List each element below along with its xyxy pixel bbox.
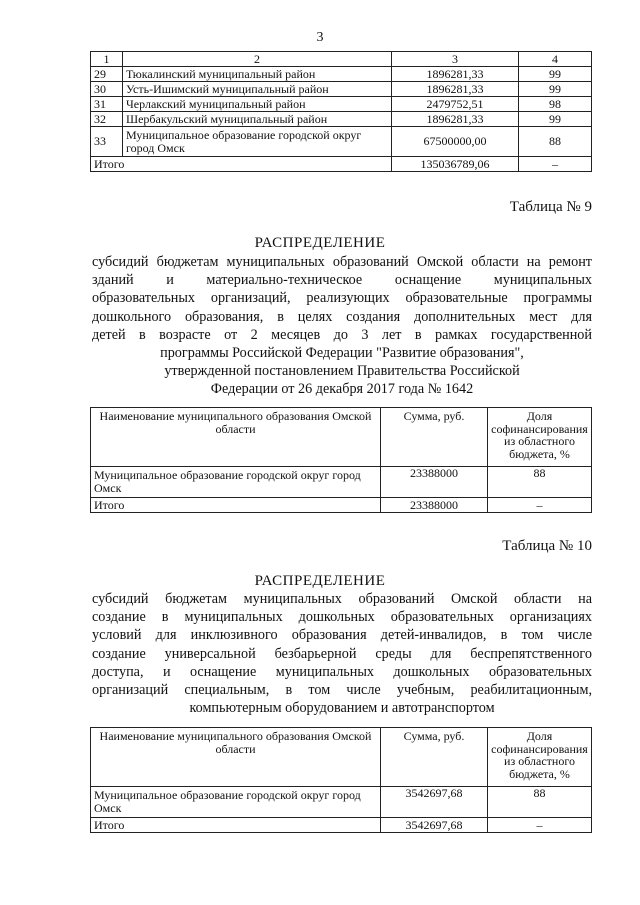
total-share: – bbox=[488, 498, 592, 513]
description-line: программы Российской Федерации "Развитие образования", bbox=[160, 345, 524, 362]
total-share: – bbox=[519, 157, 592, 172]
total-row bbox=[91, 157, 592, 172]
column-header-sum: Сумма, руб. bbox=[381, 728, 488, 787]
row-name: Усть-Ишимский муниципальный район bbox=[123, 82, 392, 97]
total-row bbox=[91, 818, 592, 833]
table-header-row bbox=[91, 52, 592, 67]
row-number: 31 bbox=[91, 97, 123, 112]
column-header-share: Доля софинансирования из областного бюджета, % bbox=[488, 728, 592, 787]
table-row bbox=[91, 112, 592, 127]
row-sum: 3542697,68 bbox=[381, 787, 488, 818]
description-line: компьютерным оборудованием и автотранспортом bbox=[189, 700, 495, 717]
total-label: Итого bbox=[91, 498, 381, 513]
table-10-heading: РАСПРЕДЕЛЕНИЕ bbox=[254, 573, 386, 589]
description-line: Федерации от 26 декабря 2017 года № 1642 bbox=[210, 381, 474, 398]
description-line: доступа, и оснащение муниципальных дошкольных образовательных bbox=[92, 663, 592, 680]
row-name: Муниципальное образование городской округ город Омск bbox=[91, 787, 381, 818]
row-number: 33 bbox=[91, 127, 123, 157]
row-sum: 23388000 bbox=[381, 467, 488, 498]
total-row bbox=[91, 498, 592, 513]
row-sum: 1896281,33 bbox=[392, 67, 519, 82]
description-line: создание универсальной безбарьерной среды для беспрепятственного bbox=[92, 645, 592, 662]
table-row bbox=[91, 787, 592, 818]
description-line: субсидий бюджетам муниципальных образований Омской области на bbox=[92, 591, 592, 607]
table-8-continuation bbox=[90, 51, 592, 172]
header-cell-3: 3 bbox=[392, 52, 519, 67]
table-row bbox=[91, 97, 592, 112]
total-sum: 23388000 bbox=[381, 498, 488, 513]
total-share: – bbox=[488, 818, 592, 833]
row-share: 99 bbox=[519, 112, 592, 127]
description-line: условий для инклюзивного образования детей-инвалидов, в том числе bbox=[92, 627, 592, 644]
row-share: 99 bbox=[519, 67, 592, 82]
table-9-label: Таблица № 9 bbox=[509, 199, 592, 215]
table-row bbox=[91, 467, 592, 498]
row-share: 88 bbox=[488, 467, 592, 498]
row-share: 99 bbox=[519, 82, 592, 97]
table-10-description bbox=[92, 590, 592, 717]
total-label: Итого bbox=[91, 818, 381, 833]
row-sum: 67500000,00 bbox=[392, 127, 519, 157]
column-header-name: Наименование муниципального образования Омской области bbox=[91, 408, 381, 467]
description-line: субсидий бюджетам муниципальных образований Омской области на ремонт bbox=[92, 254, 592, 270]
column-header-share: Доля софинансирования из областного бюджета, % bbox=[488, 408, 592, 467]
row-name: Черлакский муниципальный район bbox=[123, 97, 392, 112]
description-line: образовательных организаций, реализующих образовательные программы bbox=[92, 290, 592, 307]
row-number: 30 bbox=[91, 82, 123, 97]
description-line: детей в возрасте от 2 месяцев до 3 лет в рамках государственной bbox=[92, 326, 592, 343]
table-row bbox=[91, 67, 592, 82]
table-9-description bbox=[92, 253, 592, 399]
row-name: Тюкалинский муниципальный район bbox=[123, 67, 392, 82]
row-share: 98 bbox=[519, 97, 592, 112]
table-9-heading: РАСПРЕДЕЛЕНИЕ bbox=[254, 235, 386, 251]
row-sum: 1896281,33 bbox=[392, 82, 519, 97]
row-name: Муниципальное образование городской округ город Омск bbox=[123, 127, 392, 157]
table-10-label: Таблица № 10 bbox=[502, 538, 592, 554]
total-label: Итого bbox=[91, 157, 392, 172]
row-name: Шербакульский муниципальный район bbox=[123, 112, 392, 127]
column-header-name: Наименование муниципального образования Омской области bbox=[91, 728, 381, 787]
page-number: 3 bbox=[316, 30, 324, 45]
table-9 bbox=[90, 407, 592, 513]
row-number: 32 bbox=[91, 112, 123, 127]
total-sum: 135036789,06 bbox=[392, 157, 519, 172]
description-line: создание в муниципальных дошкольных образовательных организациях bbox=[92, 609, 592, 626]
column-header-sum: Сумма, руб. bbox=[381, 408, 488, 467]
row-name: Муниципальное образование городской округ город Омск bbox=[91, 467, 381, 498]
description-line: утвержденной постановлением Правительства Российской bbox=[164, 363, 520, 380]
table-10 bbox=[90, 727, 592, 833]
header-cell-4: 4 bbox=[519, 52, 592, 67]
row-share: 88 bbox=[488, 787, 592, 818]
table-row bbox=[91, 127, 592, 157]
row-sum: 2479752,51 bbox=[392, 97, 519, 112]
table-header-row bbox=[91, 728, 592, 787]
description-line: зданий и материально-техническое оснащение муниципальных bbox=[92, 272, 592, 289]
row-sum: 1896281,33 bbox=[392, 112, 519, 127]
header-cell-2: 2 bbox=[123, 52, 392, 67]
total-sum: 3542697,68 bbox=[381, 818, 488, 833]
description-line: организаций специальным, в том числе учебным, реабилитационным, bbox=[92, 682, 592, 699]
row-share: 88 bbox=[519, 127, 592, 157]
row-number: 29 bbox=[91, 67, 123, 82]
header-cell-1: 1 bbox=[91, 52, 123, 67]
table-header-row bbox=[91, 408, 592, 467]
description-line: дошкольного образования, в целях создания дополнительных мест для bbox=[92, 308, 592, 325]
table-row bbox=[91, 82, 592, 97]
